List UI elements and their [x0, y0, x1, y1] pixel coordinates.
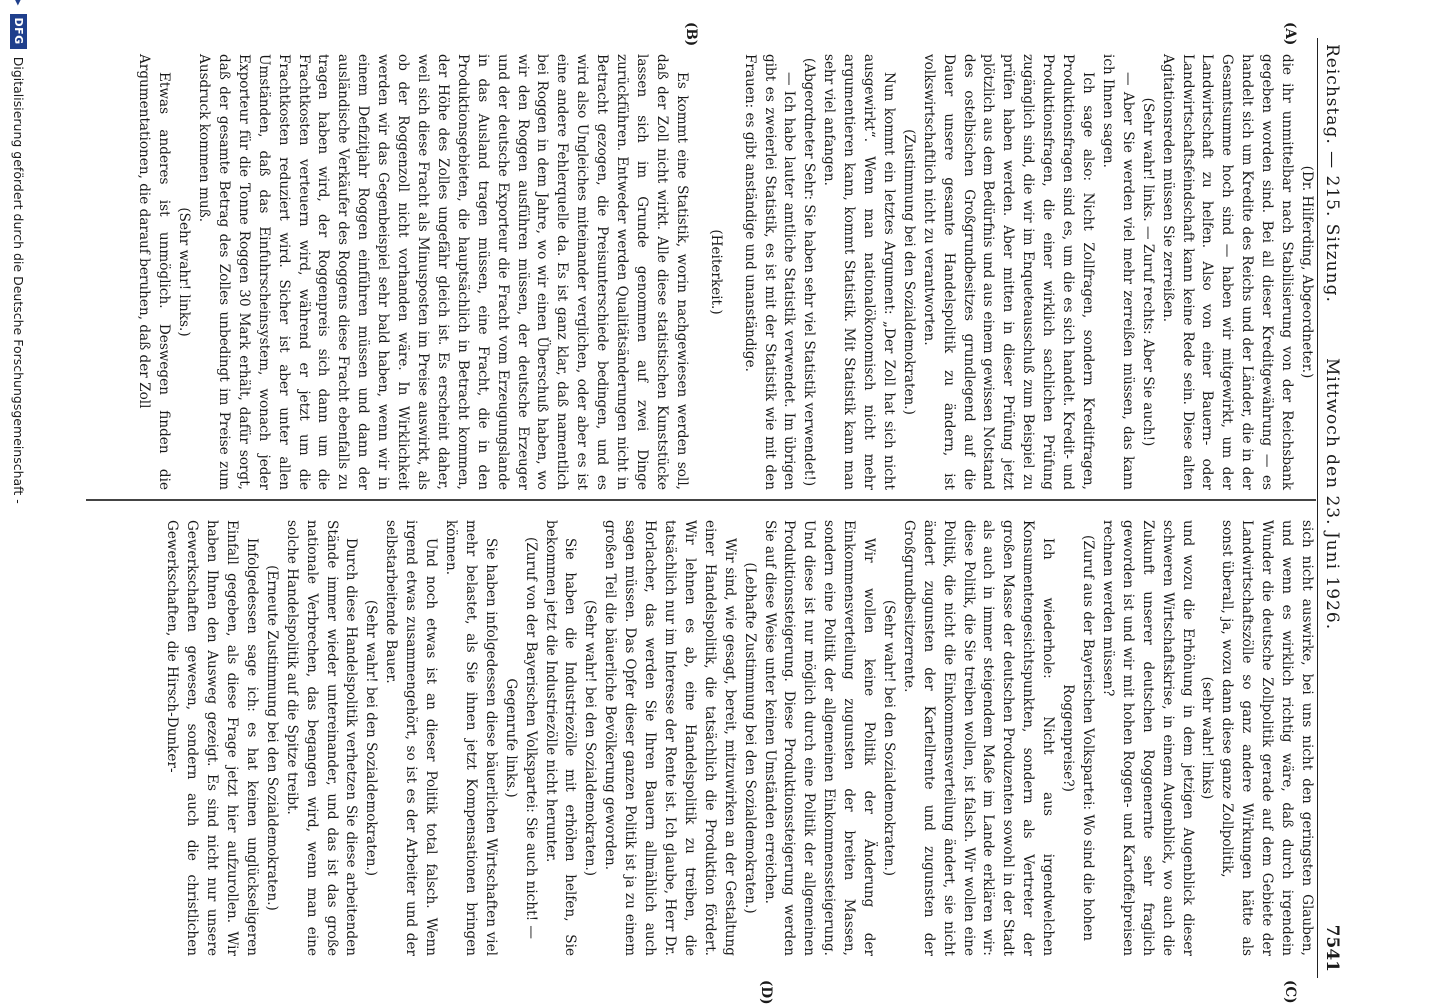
interjection: (Sehr wahr! bei den Sozialdemokraten.): [363, 599, 380, 877]
interjection: (Zuruf aus der Bayerischen Volkspartei: Wo sind die hohen Roggenpreise?): [1060, 535, 1097, 941]
paragraph: Etwas anderes ist unmöglich. Deswegen finden die Argumentationen, die darauf beruhen, daß der Zoll: [136, 54, 173, 490]
digitization-footer: [6, 0, 32, 1000]
interjection: (Zuruf von der Bayerischen Volkspartei: Sie auch nicht! — Gegenrufe links.): [502, 536, 539, 939]
footer-text: Digitalisierung gefördert durch die Deutsche Forschungsgemeinschaft -: [11, 56, 27, 504]
paragraph: Es kommt eine Statistik, worin nachgewiesen werden soll, daß der Zoll nicht wirkt. Alle diese statistischen Kunststücke lassen sich im Grunde genommen auf zwei Dinge zurückführen. Entweder werden Qualitätsänderungen nicht in Betracht gezogen, die Preisunterschiede bedingen, und es wird also Ungleiches miteinander verglichen, oder aber es ist eine andere Fehlerquelle da. Es ist ganz klar, daß namentlich bei Roggen in dem Jahre, wo wir einen Überschuß haben, wo wir den Roggen ausführen müssen, der deutsche Erzeuger und der deutsche Exporteur die Fracht vom Erzeugungslande in das Ausland tragen müssen, eine Fracht, die in den Produktionsgebieten, die hauptsächlich in Betracht kommen, der Höhe des Zolles ungefähr gleich ist. Es erscheint daher, weil sich diese Fracht als Minusposten im Preise auswirkt, als ob der Roggenzoll nicht vorhanden wäre. In Wirklichkeit werden wir das Gegenbeispiel sehr bald haben, wenn wir in einem Defizitjahr Roggen einführen müssen und dann der ausländische Verkäufer des Roggens diese Fracht ebenfalls zu tragen haben wird, der Roggenpreis sich dann um die Frachtkosten verteuern wird, während er jetzt um die Frachtkosten reduziert wird. Sicher ist aber unter allen Umständen, daß das Einfuhrscheinsystem, wonach jeder Exporteur für die Tonne Roggen 30 Mark erhält, dafür sorgt, daß der gesamte Betrag des Zolles unbedingt im Preise zum Ausdruck kommen muß.: [196, 54, 690, 490]
paragraph: Sie haben infolgedessen diese bäuerlichen Wirtschaften viel mehr belastet, als Sie ihnen jetzt Kompensationen bringen können.: [443, 520, 499, 956]
paragraph: Durch diese Handelspolitik verhetzen Sie diese arbeitenden Stände immer wieder untereinander, und das ist das große nationale Verbrechen, das begangen wird, wenn man eine solche Handelspolitik auf die Spitze treibt.: [283, 520, 360, 956]
page-number: 7541: [1322, 924, 1342, 972]
margin-marker-d: (D): [758, 980, 774, 1004]
paragraph: Ich sage also: Nicht Zollfragen, sondern Kreditfragen, Produktionsfragen sind es, um die es sich handelt. Kredit- und Produktionsfragen, die einer wirklich sachlichen Prüfung zugänglich sind, die wir im Enqueteausschuß zum Beispiel zu prüfen haben werden. Aber mitten in dieser Prüfung jetzt plötzlich aus dem Bedürfnis und aus einem gewissen Notstand des ostelbischen Großgrundbesitzes grundlegend auf die Dauer unsere gesamte Handelspolitik zu ändern, ist volkswirtschaftlich nicht zu verantworten.: [920, 54, 1097, 490]
paragraph: — Aber Sie werden viel mehr zerreißen müssen, das kann ich Ihnen sagen.: [1099, 54, 1136, 490]
interjection: (Heiterkeit.): [707, 229, 724, 315]
interjection: (Abgeordneter Sehr: Sie haben sehr viel Statistik verwendet!): [801, 57, 818, 487]
interjection: (Sehr wahr! links.): [176, 207, 193, 337]
interjection: (Lebhafte Zustimmung bei den Sozialdemokraten.): [741, 562, 758, 914]
paragraph: Und noch etwas ist an dieser Politik total falsch. Wenn irgend etwas zusammengehört, so ist es der Arbeiter und der selbstarbeitende Bauer.: [383, 520, 440, 956]
paragraph: Wir sind, wie gesagt, bereit, mitzuwirken an der Gestaltung einer Handelspolitik, die tatsächlich die Produktion fördert. Wir lehnen es ab, eine Handelspolitik zu treiben, die tatsächlich nur im Interesse der Rente ist. Ich glaube, Herr Dr. Horlacher, das werden Sie Ihren Bauern allmählich auch sagen müssen. Das Opfer dieser ganzen Politik ist ja zu einem großen Teil die bäuerliche Bevölkerung geworden.: [602, 520, 738, 956]
paragraph: sich nicht auswirke, bei uns nicht den geringsten Glauben, und wenn es wirklich richtig wäre, daß durch irgendein Wunder die deutsche Zollpolitik gerade auf dem Gebiete der Landwirtschaftszölle so ganz andere Wirkungen hätte als sonst überall, ja, wozu dann diese ganze Zollpolitik,: [1219, 520, 1315, 956]
dfg-logo-mark: ▸: [12, 0, 26, 6]
paragraph: die ihr unmittelbar nach Stabilisierung von der Reichsbank gegeben worden sind. Bei all dieser Kreditgewährung — es handelt sich um Kredite des Reichs und der Länder, die in der Gesamtsumme hoch sind — haben wir mitgewirkt, um der Landwirtschaft zu helfen. Also von einer Bauern- oder Landwirtschaftsfeindschaft kann keine Rede sein. Diese alten Agitationsreden müssen Sie zerreißen.: [1159, 54, 1296, 490]
left-column: [133, 54, 1316, 490]
margin-marker-b: (B): [683, 22, 699, 47]
header-session: Reichstag. — 215. Sitzung.: [1322, 44, 1342, 303]
margin-marker-a: (A): [1282, 22, 1298, 46]
dfg-logo: DFG: [11, 14, 28, 49]
speaker-line: (Dr. Hilferding, Abgeordneter.): [1299, 165, 1315, 379]
paragraph: — Ich habe lauter amtliche Statistik verwendet. Im übrigen gibt es zweierlei Statistik, es ist mit der Statistik wie mit den Frauen: es gibt anständige und unanständige.: [741, 54, 798, 490]
page-header: [1317, 38, 1342, 978]
paragraph: und wozu die Erhöhung in dem jetzigen Augenblick dieser schweren Wirtschaftskrise, in einem Augenblick, wo auch die Zukunft unserer deutschen Roggenernte sehr fraglich geworden ist und wir mit hohen Roggen- und Kartoffelpreisen rechnen werden müssen?: [1099, 520, 1196, 956]
paragraph: Ich wiederhole: Nicht aus irgendwelchen Konsumentengesichtspunkten, sondern als Vertreter der großen Masse der deutschen Produzenten sowohl in der Stadt als auch in immer steigendem Maße im Lande erklären wir: diese Politik, die Sie treiben wollen, ist falsch. Wir wollen eine Politik, die nicht die Einkommensverteilung ändert, sie nicht ändert zugunsten der Kartellrente und zugunsten der Großgrundbesitzerrente.: [900, 520, 1057, 956]
interjection: (Sehr wahr! bei den Sozialdemokraten.): [582, 599, 599, 877]
paragraph: Wir wollen keine Politik der Änderung der Einkommensverteilung zugunsten der breiten Massen, sondern eine Politik der allgemeinen Einkommenssteigerung. Und diese ist nur möglich durch eine Politik der allgemeinen Produktionssteigerung. Diese Produktionssteigerung werden Sie auf diese Weise unter keinen Umständen erreichen.: [761, 520, 878, 956]
right-column: [161, 520, 1316, 956]
header-date: Mittwoch den 23. Juni 1926.: [1322, 358, 1342, 631]
interjection: (Zustimmung bei den Sozialdemokraten.): [900, 129, 917, 415]
interjection: (Sehr wahr! links. — Zuruf rechts: Aber Sie auch!): [1139, 97, 1156, 447]
interjection: (sehr wahr! links): [1199, 676, 1216, 800]
paragraph: Infolgedessen sage ich: es hat keinen unglückseligeren Einfall gegeben, als diese Frage jetzt hier aufzurollen. Wir haben Ihnen den Ausweg gezeigt. Es sind nicht nur unsere Gewerkschaften gewesen, sondern auch die christlichen Gewerkschaften, die Hirsch-Dunker-: [164, 520, 260, 956]
margin-marker-c: (C): [1282, 980, 1298, 1004]
paragraph: Nun kommt ein letztes Argument: „Der Zoll hat sich nicht ausgewirkt“. Wenn man nationalökonomisch nicht mehr argumentieren kann, kommt Statistik. Mit Statistik kann man sehr viel anfangen.: [821, 54, 897, 490]
interjection: (Erneute Zustimmung bei den Sozialdemokraten.): [263, 565, 280, 911]
paragraph: Sie haben die Industriezölle mit erhöhen helfen, Sie bekommen jetzt die Industriezölle nicht herunter.: [542, 520, 579, 956]
column-divider: [86, 499, 1316, 501]
interjection: (Sehr wahr! bei den Sozialdemokraten.): [880, 599, 897, 877]
